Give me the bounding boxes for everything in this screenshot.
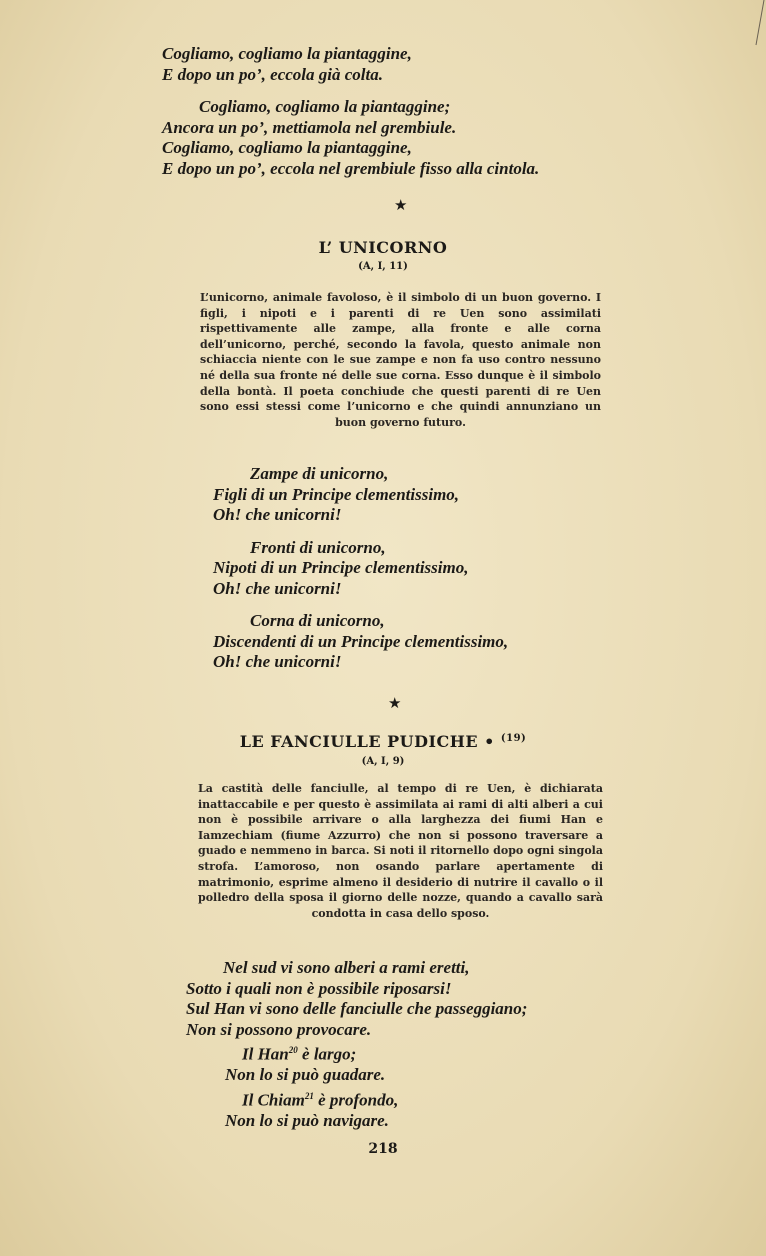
- verse-unicorno: [213, 464, 508, 673]
- verse-line: Cogliamo, cogliamo la piantaggine,: [162, 138, 412, 157]
- verse-line: Oh! che unicorni!: [213, 578, 342, 598]
- verse-line: Non lo si può guadare.: [225, 1065, 386, 1085]
- poem-reference: (A, I, 9): [361, 756, 405, 767]
- verse-line: Zampe di unicorno,: [250, 464, 389, 483]
- verse-line: Cogliamo, cogliamo la piantaggine,: [162, 44, 412, 63]
- verse-text: Il Han: [242, 1044, 289, 1064]
- poem-title-unicorno: L’ UNICORNO: [318, 238, 448, 257]
- verse-line: Fronti di unicorno,: [250, 537, 386, 557]
- verse-text: Il Chiam: [242, 1090, 305, 1110]
- verse-line: Oh! che unicorni!: [213, 652, 342, 671]
- verse-line: Figli di un Principe clementissimo,: [213, 484, 460, 504]
- verse-line: Nipoti di un Principe clementissimo,: [213, 558, 469, 577]
- separator-star: ★: [388, 694, 402, 712]
- verse-text: è largo;: [297, 1044, 357, 1064]
- title-text: LE FANCIULLE PUDICHE: [239, 732, 479, 751]
- verse-line: Corna di unicorno,: [250, 611, 385, 630]
- verse-line: E dopo un po’, eccola già colta.: [162, 64, 383, 84]
- verse-fanciulle: [186, 958, 527, 1131]
- verse-line: Oh! che unicorni!: [213, 505, 342, 524]
- verse-line: Sul Han vi sono delle fanciulle che passeggiano;: [186, 999, 528, 1018]
- footnote-ref: 20: [288, 1045, 298, 1055]
- commentary-fanciulle: La castità delle fanciulle, al tempo di re Uen, è dichiarata inattaccabile e per questo è assimilata ai rami di alti alberi a cui non è possibile arrivare o alla larghezza dei fiumi Han e Iamzechiam (fiume Azzurro) che non si possono traversare a guado e nemmeno in barca. Si noti il ritornello dopo ogni singola strofa. L’amoroso, non osando parlare apertamente di matrimonio, esprime almeno il desiderio di nutrire il cavallo o il polledro della sposa il giorno delle nozze, quando a cavallo sarà condotta in casa dello sposo.: [198, 782, 603, 920]
- verse-line: Sotto i quali non è possibile riposarsi!: [186, 978, 452, 998]
- verse-line: [186, 1086, 527, 1111]
- verse-line: [186, 1040, 527, 1065]
- verse-line: Ancora un po’, mettiamola nel grembiule.: [162, 117, 457, 137]
- verse-line: E dopo un po’, eccola nel grembiule fisso alla cintola.: [162, 158, 540, 178]
- verse-line: Discendenti di un Principe clementissimo,: [213, 631, 509, 651]
- verse-line: Non lo si può navigare.: [225, 1110, 389, 1130]
- verse-line: Non si possono provocare.: [186, 1019, 372, 1039]
- page-number: 218: [368, 1141, 398, 1157]
- verse-piantaggine: [162, 44, 539, 179]
- separator-star: ★: [394, 196, 408, 214]
- title-marker: •: [484, 732, 495, 751]
- commentary-unicorno: L’unicorno, animale favoloso, è il simbolo di un buon governo. I figli, i nipoti e i parenti di re Uen sono assimilati rispettivamente alle zampe, alla fronte e alle corna dell’unicorno, perché, secondo la favola, questo animale non schiaccia niente con le sue zampe e non fa uso contro nessuno né della sua fronte né delle sue corna. Esso dunque è il simbolo della bontà. Il poeta conchiude che questi parenti di re Uen sono essi stessi come l’unicorno e che quindi annunziano un buon governo futuro.: [200, 291, 601, 429]
- verse-text: è profondo,: [313, 1090, 399, 1110]
- footnote-ref: (19): [500, 733, 527, 744]
- poem-reference: (A, I, 11): [358, 261, 408, 272]
- verse-line: Nel sud vi sono alberi a rami eretti,: [223, 958, 470, 977]
- verse-line: Cogliamo, cogliamo la piantaggine;: [199, 97, 451, 116]
- page-edge-mark: [726, 0, 766, 100]
- footnote-ref: 21: [304, 1090, 314, 1101]
- poem-title-fanciulle: [0, 732, 766, 751]
